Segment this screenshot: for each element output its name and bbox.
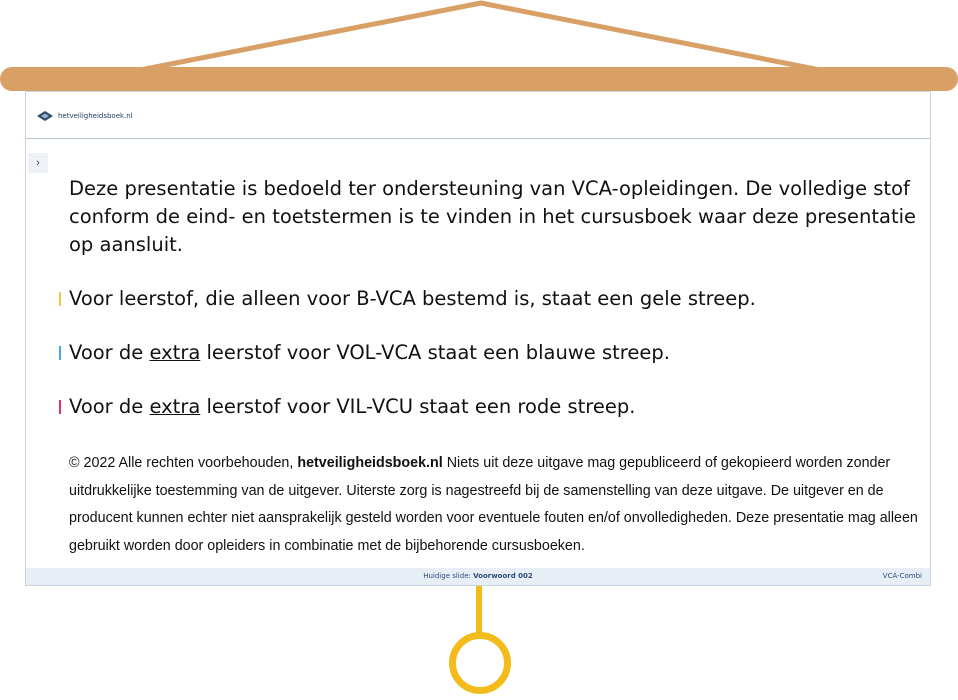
logo[interactable] bbox=[36, 110, 133, 122]
pull-ring-icon[interactable] bbox=[449, 632, 511, 694]
blue-stripe bbox=[59, 346, 61, 360]
stripe-line-vol-vca bbox=[69, 339, 919, 367]
copyright-notice bbox=[69, 450, 919, 560]
copyright-rest: Niets uit deze uitgave mag gepubliceerd of gekopieerd worden zonder uitdrukkelijke toestemming van de uitgever. Uiterste zorg is nagestreefd bij de samenstelling van deze uitgave. De uitgever en de producent kunnen echter niet aansprakelijk gesteld worden voor eventuele fouten en/of onvolledigheden. Deze presentatie mag alleen gebruikt worden door opleiders in combinatie met de bijbehorende cursusboeken. bbox=[69, 455, 918, 554]
screen-roller bbox=[0, 67, 958, 91]
top-bar bbox=[26, 92, 930, 139]
line-text: Voor de bbox=[69, 341, 150, 364]
stripe-line-b-vca bbox=[69, 285, 919, 313]
pull-cord bbox=[476, 586, 482, 636]
footer-bar bbox=[26, 568, 930, 585]
line-text: Voor de bbox=[69, 395, 150, 418]
chevron-right-icon: › bbox=[36, 157, 40, 169]
logo-text: hetveiligheidsboek.nl bbox=[58, 112, 133, 120]
line-text: Voor leerstof, die alleen voor B-VCA bestemd is, staat een gele streep. bbox=[69, 287, 756, 310]
slide-content bbox=[69, 175, 919, 421]
copyright-site: hetveiligheidsboek.nl bbox=[297, 455, 443, 471]
logo-icon bbox=[36, 110, 54, 122]
stripe-line-vil-vcu bbox=[69, 393, 919, 421]
intro-text: Deze presentatie is bedoeld ter ondersteuning van VCA-opleidingen. De volledige stof conform de eind- en toetstermen is te vinden in het cursusboek waar deze presentatie op aansluit. bbox=[69, 177, 917, 256]
line-text-rest: leerstof voor VIL-VCU staat een rode streep. bbox=[200, 395, 636, 418]
sidebar-toggle-button[interactable] bbox=[28, 153, 48, 173]
presentation-screen bbox=[25, 91, 931, 586]
current-slide-value: Voorwoord 002 bbox=[473, 572, 533, 580]
line-text-rest: leerstof voor VOL-VCA staat een blauwe streep. bbox=[200, 341, 670, 364]
current-slide-indicator bbox=[26, 572, 930, 580]
line-underlined: extra bbox=[149, 341, 201, 364]
current-slide-label: Huidige slide: bbox=[423, 572, 474, 580]
copyright-text: © 2022 Alle rechten voorbehouden, bbox=[69, 455, 298, 471]
course-name: VCA-Combi bbox=[882, 572, 922, 580]
line-underlined: extra bbox=[149, 395, 201, 418]
yellow-stripe bbox=[59, 292, 61, 306]
red-stripe bbox=[59, 400, 61, 414]
